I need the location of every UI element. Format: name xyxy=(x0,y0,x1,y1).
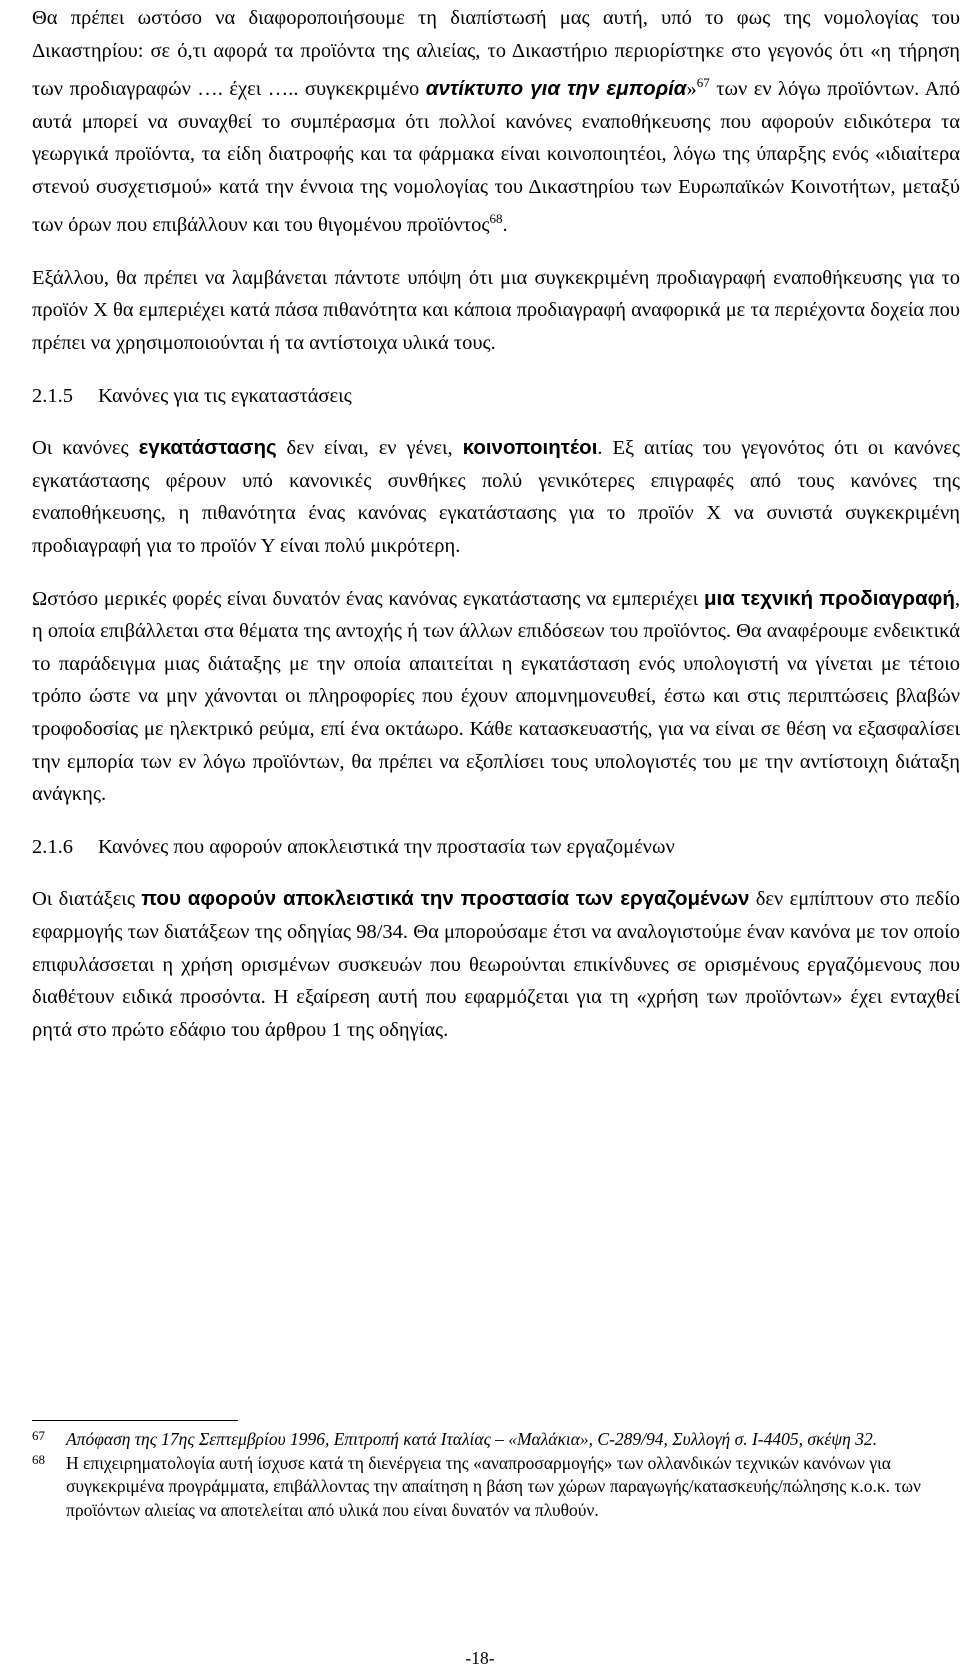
text-span: » xyxy=(686,78,697,101)
bold-span: εγκατάστασης xyxy=(138,436,277,460)
text-span: Οι διατάξεις xyxy=(32,888,142,911)
section-title: Κανόνες για τις εγκαταστάσεις xyxy=(98,384,352,407)
page-number: -18- xyxy=(465,1648,495,1668)
footnote-text: Η επιχειρηματολογία αυτή ίσχυσε κατά τη διενέργεια της «αναπροσαρμογής» των ολλανδικών τεχνικών κανόνων για συγκεκριμένα προγράμματα, επιβάλλοντας την απαίτηση η βάση των χώρων παραγωγής/κατασκευής/πώλησης κ.ο.κ. των προϊόντων αλιείας να αποτελείται από υλικά που είναι δυνατόν να πλυθούν. xyxy=(66,1452,921,1520)
paragraph-4 xyxy=(32,583,960,811)
footnote-marker: 67 xyxy=(32,1428,45,1443)
main-text xyxy=(32,2,960,1066)
footnote-67 xyxy=(32,1428,960,1452)
section-number: 2.1.6 xyxy=(32,835,73,858)
section-heading-2-1-6 xyxy=(32,831,960,864)
paragraph-5 xyxy=(32,883,960,1046)
text-span: . xyxy=(502,214,508,237)
text-span: , η οποία επιβάλλεται στα θέματα της αντοχής ή των άλλων επιδόσεων του προϊόντος. Θα αναφέρουμε ενδεικτικά το παράδειγμα μιας διάταξης με την οποία απαιτείται η εγκατάσταση ενός υπολογιστή να γίνεται με τέτοιο τρόπο ώστε να μην χάνονται οι πληροφορίες που έχουν απομνημονευθεί, έστω και στις περιπτώσεις βλαβών τροφοδοσίας με ηλεκτρικό ρεύμα, επί ένα οκτάωρο. Κάθε κατασκευαστής, για να είναι σε θέση να εξασφαλίσει την εμπορία των εν λόγω προϊόντων, θα πρέπει να εξοπλίσει τους υπολογιστές του με την αντίστοιχη διάταξη ανάγκης. xyxy=(32,587,960,806)
text-span: δεν εμπίπτουν στο πεδίο εφαρμογής των διατάξεων της οδηγίας 98/34. Θα μπορούσαμε έτσι να αναλογιστούμε έναν κανόνα με τον οποίο επιφυλάσσεται η χρήση ορισμένων συσκευών που θεωρούνται επικίνδυνες σε ορισμένους εργαζόμενους που διαθέτουν ειδικά προσόντα. Η εξαίρεση αυτή που εφαρμόζεται για τη «χρήση των προϊόντων» έχει ενταχθεί ρητά στο πρώτο εδάφιο του άρθρου 1 της οδηγίας. xyxy=(32,888,960,1041)
emphasis-span: αντίκτυπο για την εμπορία xyxy=(425,77,687,101)
text-span: Οι κανόνες xyxy=(32,437,139,460)
footnotes xyxy=(32,1428,960,1522)
footnote-marker: 68 xyxy=(32,1451,45,1467)
text-span: . Εξ αιτίας του γεγονότος ότι οι κανόνες εγκατάστασης φέρουν υπό κανονικές συνθήκες πολύ γενικότερες επιγραφές από τους κανόνες της εναποθήκευσης, η πιθανότητα ένας κανόνας εγκατάστασης για το προϊόν Χ να συνιστά συγκεκριμένη προδιαγραφή για το προϊόν Υ είναι πολύ μικρότερη. xyxy=(32,437,960,557)
footnote-separator xyxy=(32,1420,238,1421)
section-title: Κανόνες που αφορούν αποκλειστικά την προστασία των εργαζομένων xyxy=(98,835,675,858)
paragraph-3 xyxy=(32,432,960,562)
bold-span: μια τεχνική προδιαγραφή xyxy=(703,586,955,610)
text-span: δεν είναι, εν γένει, xyxy=(276,437,463,460)
text-span: των εν λόγω προϊόντων. Από αυτά μπορεί να συναχθεί το συμπέρασμα ότι πολλοί κανόνες εναποθήκευσης που αφορούν ειδικότερα τα γεωργικά προϊόντα, τα είδη διατροφής και τα φάρμακα είναι κοινοποιητέοι, λόγω της ύπαρξης ενός «ιδιαίτερα στενού συσχετισμού» κατά την έννοια της νομολογίας του Δικαστηρίου των Ευρωπαϊκών Κοινοτήτων, μεταξύ των όρων που επιβάλλουν και του θιγομένου προϊόντος xyxy=(32,78,960,237)
footnote-text: Απόφαση της 17ης Σεπτεμβρίου 1996, Επιτροπή κατά Ιταλίας – «Μαλάκια», C-289/94, Συλλογή σ. Ι-4405, σκέψη 32. xyxy=(66,1429,878,1449)
section-heading-2-1-5 xyxy=(32,380,960,413)
section-number: 2.1.5 xyxy=(32,384,73,407)
bold-span: κοινοποιητέοι xyxy=(462,436,598,460)
paragraph-1 xyxy=(32,2,960,242)
footnote-ref-68[interactable]: 68 xyxy=(489,211,503,227)
text-span: Ωστόσο μερικές φορές είναι δυνατόν ένας κανόνας εγκατάστασης να εμπεριέχει xyxy=(32,587,704,610)
bold-span: που αφορούν αποκλειστικά την προστασία των εργαζομένων xyxy=(141,887,750,911)
text-span: Θα πρέπει ωστόσο να διαφοροποιήσουμε τη διαπίστωσή μας αυτή, υπό το φως της νομολογίας του Δικαστηρίου: σε ό,τι αφορά τα προϊόντα της αλιείας, το Δικαστήριο περιορίστηκε στο γεγονός ότι «η τήρηση των προδιαγραφών …. έχει ….. συγκεκριμένο xyxy=(32,7,960,101)
footnote-ref-67[interactable]: 67 xyxy=(696,75,710,91)
paragraph-2: Εξάλλου, θα πρέπει να λαμβάνεται πάντοτε υπόψη ότι μια συγκεκριμένη προδιαγραφή εναποθήκευσης για το προϊόν Χ θα εμπεριέχει κατά πάσα πιθανότητα και κάποια προδιαγραφή αναφορικά με τα περιέχοντα δοχεία που πρέπει να χρησιμοποιούνται ή τα αντίστοιχα υλικά τους. xyxy=(32,266,960,354)
footnote-68 xyxy=(32,1452,960,1523)
